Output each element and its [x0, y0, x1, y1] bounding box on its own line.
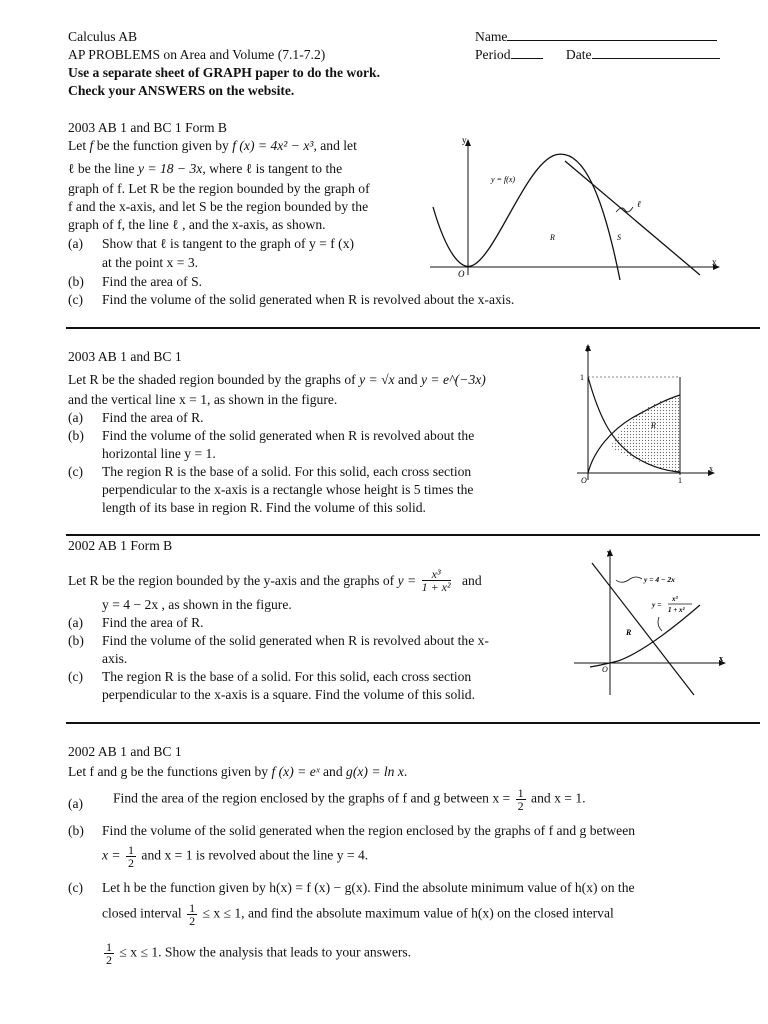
p1-graph-r-label: R: [550, 233, 555, 242]
name-label: Name: [475, 29, 508, 44]
p2-b-text: Find the volume of the solid generated when R is revolved about the: [102, 428, 475, 443]
p3-graph-line-label: y = 4 − 2x: [644, 575, 675, 584]
p3-graph: [570, 545, 730, 700]
p2-a-text: Find the area of R.: [102, 410, 204, 425]
p4-a-text: Find the area of the region enclosed by the graphs of f and g between x = $\frac{1}{2}$ and x = 1.: [113, 786, 586, 813]
p4-c-text: Let h be the function given by h(x) = f (x) − g(x). Find the absolute minimum value of h(x) on the: [102, 880, 635, 895]
p2-line2: and the vertical line x = 1, as shown in the figure.: [68, 392, 338, 407]
p2-c-label: (c): [68, 464, 84, 479]
p1-graph-curve-label: y = f(x): [491, 175, 516, 184]
p1-c-text: Find the volume of the solid generated when R is revolved about the x-axis.: [102, 292, 515, 307]
p3-graph-origin: O: [602, 665, 608, 674]
p3-a-label: (a): [68, 615, 84, 630]
course-title: Calculus AB: [68, 29, 138, 44]
p2-b-label: (b): [68, 428, 84, 443]
date-label: Date: [565, 47, 592, 62]
p1-graph-x-label: x: [712, 257, 717, 267]
p3-graph-curve-num: x³: [672, 595, 678, 603]
p3-graph-x-label: x: [719, 654, 723, 663]
p2-graph-y-label: y: [586, 343, 590, 352]
p4-c-text2: closed interval $\frac{1}{2}$ ≤ x ≤ 1, and find the absolute maximum value of h(x) on the closed interval: [102, 901, 614, 928]
worksheet-title: AP PROBLEMS on Area and Volume (7.1-7.2): [68, 47, 326, 62]
p1-line2: ℓ be the line y = 18 − 3x, where ℓ is tangent to the: [68, 161, 343, 176]
p1-line4: f and the x-axis, and let S be the region bounded by the: [68, 199, 369, 214]
p2-line1: Let R be the shaded region bounded by the graphs of y = √x and y = e^(−3x): [68, 372, 486, 387]
instruction-answers: Check your ANSWERS on the website.: [68, 83, 295, 98]
p2-c-text3: length of its base in region R. Find the volume of this solid.: [102, 500, 426, 515]
p1-line5: graph of f, the line ℓ , and the x-axis, as shown.: [68, 217, 326, 232]
p3-b-label: (b): [68, 633, 84, 648]
p2-graph-r-label: R: [651, 421, 656, 430]
p2-graph-one-x: 1: [678, 476, 682, 485]
p2-graph: [572, 340, 722, 490]
p2-c-text: The region R is the base of a solid. For this solid, each cross section: [102, 464, 472, 479]
p4-line1: Let f and g be the functions given by f (x) = eˣ and g(x) = ln x.: [68, 764, 408, 779]
p1-graph-line-label: ℓ: [637, 199, 641, 209]
p1-heading: 2003 AB 1 and BC 1 Form B: [68, 120, 227, 135]
p2-graph-one-y: 1: [580, 373, 584, 382]
p3-line2: y = 4 − 2x , as shown in the figure.: [102, 597, 292, 612]
p2-c-text2: perpendicular to the x-axis is a rectangle whose height is 5 times the: [102, 482, 474, 497]
p4-b-text2: x = $\frac{1}{2}$ and x = 1 is revolved about the line y = 4.: [102, 843, 369, 870]
divider-3: [66, 722, 760, 724]
period-label: Period: [475, 47, 511, 62]
p1-line1: Let f be the function given by f (x) = 4x² − x³, and let: [68, 138, 357, 153]
p3-c-text2: perpendicular to the x-axis is a square. Find the volume of this solid.: [102, 687, 475, 702]
p4-b-label: (b): [68, 823, 84, 838]
p2-graph-origin: O: [581, 476, 587, 485]
p1-a-text: Show that ℓ is tangent to the graph of y = f (x): [102, 236, 355, 251]
p3-b-text: Find the volume of the solid generated when R is revolved about the x-: [102, 633, 489, 648]
p3-b-text2: axis.: [102, 651, 128, 666]
p2-graph-x-label: x: [709, 464, 713, 473]
name-field[interactable]: [475, 28, 717, 46]
p4-c-text3: $\frac{1}{2}$ ≤ x ≤ 1. Show the analysis that leads to your answers.: [106, 940, 412, 967]
p3-graph-curve-y: y =: [652, 600, 662, 609]
p4-heading: 2002 AB 1 and BC 1: [68, 744, 182, 759]
p3-c-label: (c): [68, 669, 84, 684]
p3-graph-r-label: R: [626, 628, 632, 637]
p4-b-text: Find the volume of the solid generated when the region enclosed by the graphs of f and g between: [102, 823, 636, 838]
p1-a-label: (a): [68, 236, 84, 251]
p3-a-text: Find the area of R.: [102, 615, 204, 630]
p1-a-text2: at the point x = 3.: [102, 255, 199, 270]
p1-graph-origin: O: [458, 269, 465, 279]
p3-line1: Let R be the region bounded by the y-axis and the graphs of y = $\frac{\text{x³}}{\text{1 + x²}}$ and: [68, 567, 482, 594]
p1-b-label: (b): [68, 274, 84, 289]
divider-1: [66, 327, 760, 329]
p4-a-label: (a): [68, 796, 84, 811]
p1-line3: graph of f. Let R be the region bounded by the graph of: [68, 181, 370, 196]
instruction-graph-paper: Use a separate sheet of GRAPH paper to do the work.: [68, 65, 380, 80]
p2-heading: 2003 AB 1 and BC 1: [68, 349, 182, 364]
divider-2: [66, 534, 760, 536]
p2-a-label: (a): [68, 410, 84, 425]
p2-b-text2: horizontal line y = 1.: [102, 446, 216, 461]
p3-c-text: The region R is the base of a solid. For this solid, each cross section: [102, 669, 472, 684]
p1-c-label: (c): [68, 292, 84, 307]
p1-graph-y-label: y: [462, 135, 467, 145]
p4-c-label: (c): [68, 880, 84, 895]
p3-graph-y-label: y: [607, 548, 611, 557]
p3-graph-curve-den: 1 + x²: [668, 606, 685, 614]
p3-heading: 2002 AB 1 Form B: [68, 538, 173, 553]
p1-b-text: Find the area of S.: [102, 274, 203, 289]
p1-graph: [425, 135, 725, 283]
p1-graph-s-label: S: [617, 233, 621, 242]
period-date-field[interactable]: [475, 46, 720, 64]
